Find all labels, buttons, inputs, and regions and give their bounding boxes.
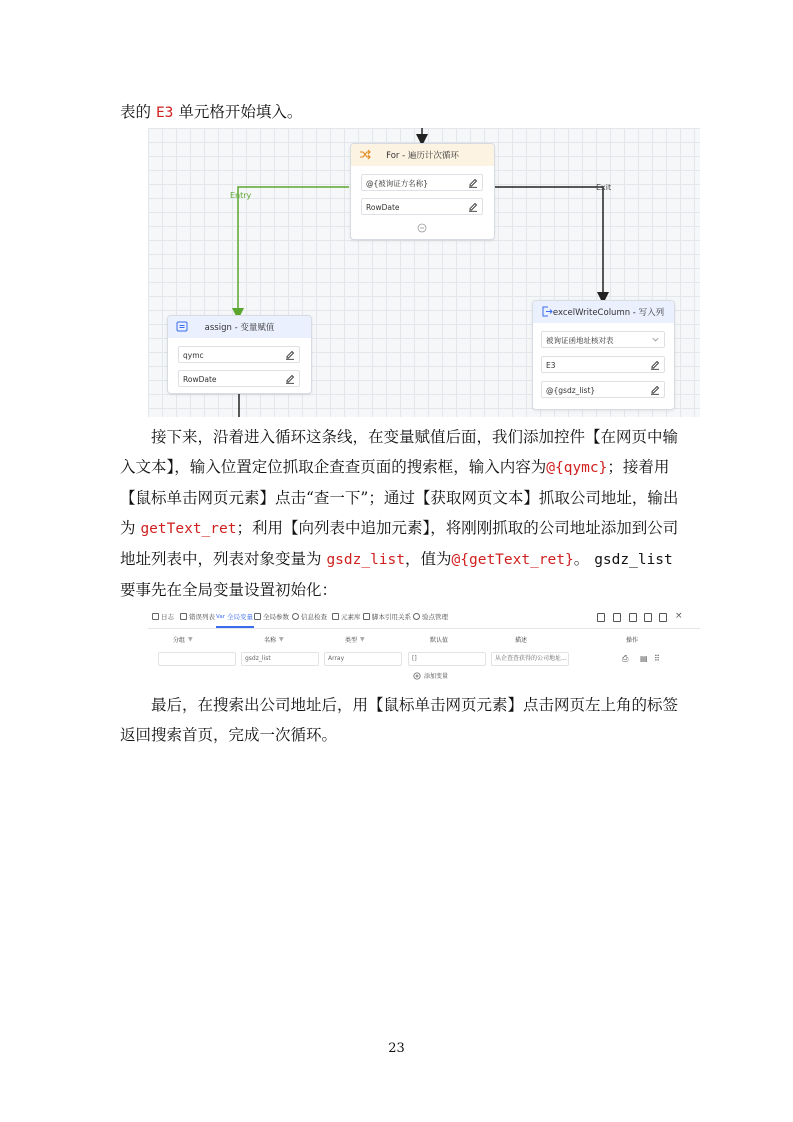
column-default (430, 635, 448, 644)
excel-sheet-select-value: 被询证函地址核对表 (546, 336, 614, 345)
excel-write-column-node[interactable] (532, 300, 675, 410)
column-type-label: 类型 (345, 637, 358, 644)
p2-code-gsdz: gsdz_list (326, 552, 406, 568)
add-variable-button[interactable] (413, 671, 448, 680)
assign-field-var-value: qymc (183, 351, 204, 360)
p2-text-5: 。 (573, 550, 590, 568)
for-field-list-value: @{被询证方名称} (366, 179, 429, 188)
collapse-minus-icon[interactable] (417, 223, 427, 233)
column-actions-label: 操作 (626, 637, 639, 644)
tab-log[interactable] (152, 612, 174, 621)
log-icon (152, 613, 159, 620)
cell-type-select[interactable]: Array (324, 652, 402, 666)
column-desc-label: 描述 (515, 637, 528, 644)
tab-script-references-label: 脚本引用关系 (372, 613, 411, 621)
for-node-title: For - 遍历计次循环 (386, 151, 459, 161)
assign-node[interactable] (167, 315, 312, 394)
pencil-icon[interactable] (285, 350, 295, 360)
assign-icon (176, 321, 188, 332)
exit-edge (493, 187, 603, 298)
p2-text-7: 要事先在全局变量设置初始化： (120, 581, 338, 599)
excel-node-title: excelWriteColumn - 写入列 (552, 308, 665, 318)
tab-info-check-label: 信息检查 (301, 613, 327, 621)
column-actions (626, 635, 638, 644)
tab-global-params-label: 全局参数 (263, 613, 289, 621)
pencil-icon[interactable] (468, 202, 478, 212)
filter-icon[interactable]: ▼ (360, 636, 365, 643)
for-field-list[interactable] (361, 174, 483, 191)
copy-icon[interactable] (629, 613, 637, 622)
plus-circle-icon (413, 672, 421, 680)
p2-code-value: @{getText_ret} (451, 552, 574, 568)
check-icon (292, 613, 299, 620)
pencil-icon[interactable] (650, 385, 660, 395)
entry-edge (238, 187, 349, 314)
assign-field-value-text: RowDate (183, 375, 217, 384)
edit-icon[interactable]: ⎙ (622, 654, 629, 663)
for-field-item-value: RowDate (366, 203, 400, 212)
grid-icon[interactable] (597, 613, 605, 622)
export-icon (541, 306, 553, 317)
pencil-icon[interactable] (285, 374, 295, 384)
p2-text-3: ；利用【向列表中追加元素】，将刚刚抓取的公司地址添加到公司地址列表中，列表对象变量为 (120, 519, 679, 568)
intro-cell-ref: E3 (155, 105, 174, 121)
intro-text-pre: 表的 (120, 103, 156, 121)
excel-node-header (533, 301, 674, 323)
excel-field-start-cell-value: E3 (546, 361, 556, 370)
column-name (264, 635, 284, 644)
delete-row-icon[interactable]: ▤ (640, 654, 648, 663)
element-icon (332, 613, 339, 620)
add-variable-label: 添加变量 (424, 673, 449, 680)
flow-canvas (148, 128, 700, 417)
script-icon (363, 613, 370, 620)
intro-line (120, 97, 680, 128)
cell-desc-input[interactable]: 从企查查获得的公司地址... (491, 652, 569, 666)
cell-default-input[interactable]: [] (408, 652, 486, 666)
checkpoint-icon (413, 613, 420, 620)
tab-checkpoints[interactable] (413, 612, 448, 621)
excel-sheet-select[interactable] (541, 331, 665, 348)
column-name-label: 名称 (264, 637, 277, 644)
tab-log-label: 日志 (161, 613, 174, 621)
global-variable-panel (148, 608, 700, 688)
tab-global-params[interactable] (254, 612, 289, 621)
shuffle-icon (359, 149, 371, 160)
p2-var-name: gsdz_list (594, 552, 673, 568)
panel-tab-bar (148, 608, 700, 629)
p2-code-qymc: @{qymc} (546, 460, 608, 476)
close-icon[interactable]: × (675, 611, 683, 621)
error-list-icon (180, 613, 187, 620)
filter-icon[interactable]: ▼ (279, 636, 284, 643)
assign-field-value[interactable] (178, 370, 300, 387)
tab-errors-label: 错误列表 (189, 613, 215, 621)
excel-field-data[interactable] (541, 381, 665, 398)
column-group (173, 635, 193, 644)
params-icon (254, 613, 261, 620)
cell-group-input[interactable] (158, 652, 236, 666)
paragraph-loop-steps (120, 422, 680, 605)
column-type (345, 635, 365, 644)
tab-info-check[interactable] (292, 612, 327, 621)
tab-errors[interactable] (180, 612, 215, 621)
p2-text-1: 接下来，沿着进入循环这条线，在变量赋值后面，我们添加控件【在网页中输入文本】，输入位置定位抓取企查查页面的搜索框，输入内容为 (120, 428, 679, 476)
pencil-icon[interactable] (650, 360, 660, 370)
exit-label: Exit (596, 183, 612, 192)
entry-label: Entry (230, 191, 252, 200)
pencil-icon[interactable] (468, 178, 478, 188)
p2-code-gettext: getText_ret (140, 521, 237, 537)
excel-field-start-cell[interactable] (541, 356, 665, 373)
assign-field-var[interactable] (178, 346, 300, 363)
assign-node-header (168, 316, 311, 338)
var-icon: Var (216, 613, 225, 620)
for-node-header (351, 144, 494, 166)
drag-handle-icon[interactable]: ⠿ (654, 654, 660, 663)
column-desc (515, 635, 527, 644)
tab-element-library[interactable] (332, 612, 361, 621)
intro-text-post: 单元格开始填入。 (173, 103, 303, 121)
tab-checkpoints-label: 验点管理 (422, 613, 448, 621)
for-loop-node[interactable] (350, 143, 495, 240)
column-group-label: 分组 (173, 637, 186, 644)
tab-script-references[interactable] (363, 612, 411, 621)
filter-icon[interactable]: ▼ (188, 636, 193, 643)
active-tab-indicator (216, 626, 254, 628)
paste-icon[interactable] (644, 613, 652, 622)
column-default-label: 默认值 (430, 637, 449, 644)
p2-text-4: ，值为 (405, 550, 452, 568)
excel-field-data-value: @{gsdz_list} (546, 386, 596, 395)
assign-node-title: assign - 变量赋值 (204, 323, 275, 333)
chevron-down-icon[interactable] (651, 335, 660, 344)
page-number: 23 (388, 1041, 405, 1056)
tab-global-variables[interactable] (216, 612, 253, 621)
delete-icon[interactable] (613, 613, 621, 622)
paragraph-finish: 最后，在搜索出公司地址后，用【鼠标单击网页元素】点击网页左上角的标签返回搜索首页，完成一次循环。 (120, 696, 679, 744)
export-icon[interactable] (659, 613, 667, 622)
tab-element-library-label: 元素库 (341, 613, 361, 621)
p2-text-2: ；接着用【鼠标单击网页元素】点击“查一下”；通过【获取网页文本】抓取公司地址，输出为 (120, 458, 679, 537)
for-field-item[interactable] (361, 198, 483, 215)
cell-name-input[interactable]: gsdz_list (241, 652, 319, 666)
tab-global-variables-label: 全局变量 (226, 613, 253, 621)
